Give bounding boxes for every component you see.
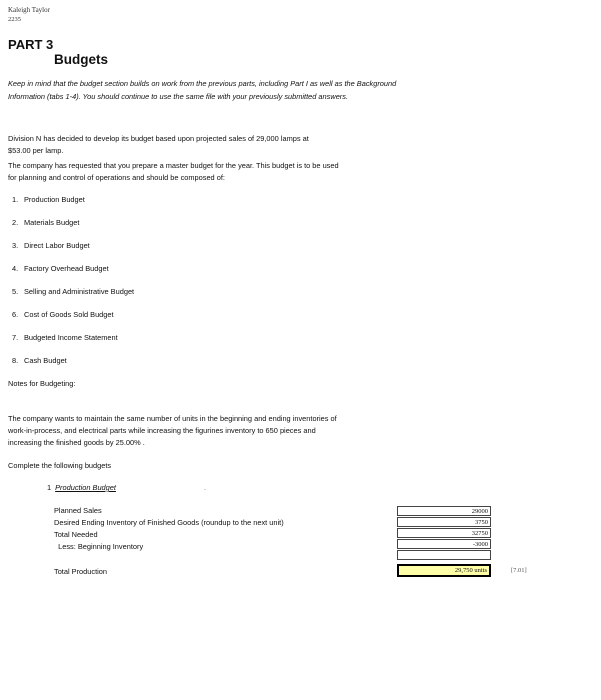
- inventory-text-line-1: The company wants to maintain the same number of units in the beginning and ending inventories of: [8, 414, 337, 423]
- planned-sales-label: Planned Sales: [54, 506, 102, 515]
- list-item: [12, 356, 67, 365]
- score-indicator: [7.01]: [511, 567, 527, 574]
- budget-number: 1: [47, 483, 52, 492]
- list-number: 7.: [12, 333, 19, 342]
- beginning-inventory-label: Less: Beginning Inventory: [54, 542, 144, 551]
- list-item: [12, 287, 134, 296]
- list-label: Direct Labor Budget: [24, 241, 90, 250]
- section-title: Budgets: [54, 52, 108, 67]
- total-needed-label: Total Needed: [54, 530, 98, 539]
- list-label: Factory Overhead Budget: [24, 264, 109, 273]
- intro-note: Keep in mind that the budget section builds on work from the previous parts, including Part I as well as the Background Information (tabs 1-4). You should continue to use the same file with your previously submitted answers.: [8, 79, 397, 101]
- list-item: [12, 241, 90, 250]
- ending-inventory-cell[interactable]: 3750: [397, 517, 491, 527]
- student-name: Kaleigh Taylor: [8, 6, 50, 14]
- student-code: 2235: [8, 16, 21, 23]
- list-number: 6.: [12, 310, 19, 319]
- list-item: [12, 264, 109, 273]
- list-number: 3.: [12, 241, 19, 250]
- list-label: Production Budget: [24, 195, 85, 204]
- list-label: Budgeted Income Statement: [24, 333, 118, 342]
- list-item: [12, 333, 118, 342]
- blank-cell[interactable]: [397, 550, 491, 560]
- request-text-line-2: for planning and control of operations and should be composed of:: [8, 173, 225, 182]
- inventory-text-line-3: increasing the finished goods by 25.00% .: [8, 438, 145, 447]
- list-number: 5.: [12, 287, 19, 296]
- list-number: 4.: [12, 264, 19, 273]
- beginning-inventory-cell[interactable]: -3000: [397, 539, 491, 549]
- list-number: 1.: [12, 195, 19, 204]
- total-production-cell[interactable]: 29,750 units: [397, 564, 491, 577]
- division-text-line-2: $53.00 per lamp.: [8, 146, 64, 155]
- list-item: [12, 310, 114, 319]
- total-needed-cell[interactable]: 32750: [397, 528, 491, 538]
- production-budget-title: Production Budget: [55, 483, 116, 492]
- request-text-line-1: The company has requested that you prepare a master budget for the year. This budget is to be used: [8, 161, 339, 170]
- list-label: Selling and Administrative Budget: [24, 287, 135, 296]
- notes-heading: Notes for Budgeting:: [8, 379, 76, 388]
- division-text-line-1: Division N has decided to develop its budget based upon projected sales of 29,000 lamps at: [8, 134, 309, 143]
- production-budget-heading: [47, 483, 116, 492]
- list-number: 2.: [12, 218, 19, 227]
- inventory-text-line-2: work-in-process, and electrical parts while increasing the figurines inventory to 650 pieces and: [8, 426, 316, 435]
- list-number: 8.: [12, 356, 19, 365]
- list-label: Cash Budget: [24, 356, 67, 365]
- ending-inventory-label: Desired Ending Inventory of Finished Goods (roundup to the next unit): [54, 518, 284, 527]
- part-title: PART 3: [8, 37, 54, 52]
- list-item: [12, 218, 79, 227]
- planned-sales-cell[interactable]: 29000: [397, 506, 491, 516]
- complete-instruction: Complete the following budgets: [8, 461, 112, 470]
- total-production-label: Total Production: [54, 567, 107, 576]
- list-label: Cost of Goods Sold Budget: [24, 310, 114, 319]
- stray-dot: .: [204, 485, 206, 492]
- list-label: Materials Budget: [24, 218, 80, 227]
- list-item: [12, 195, 85, 204]
